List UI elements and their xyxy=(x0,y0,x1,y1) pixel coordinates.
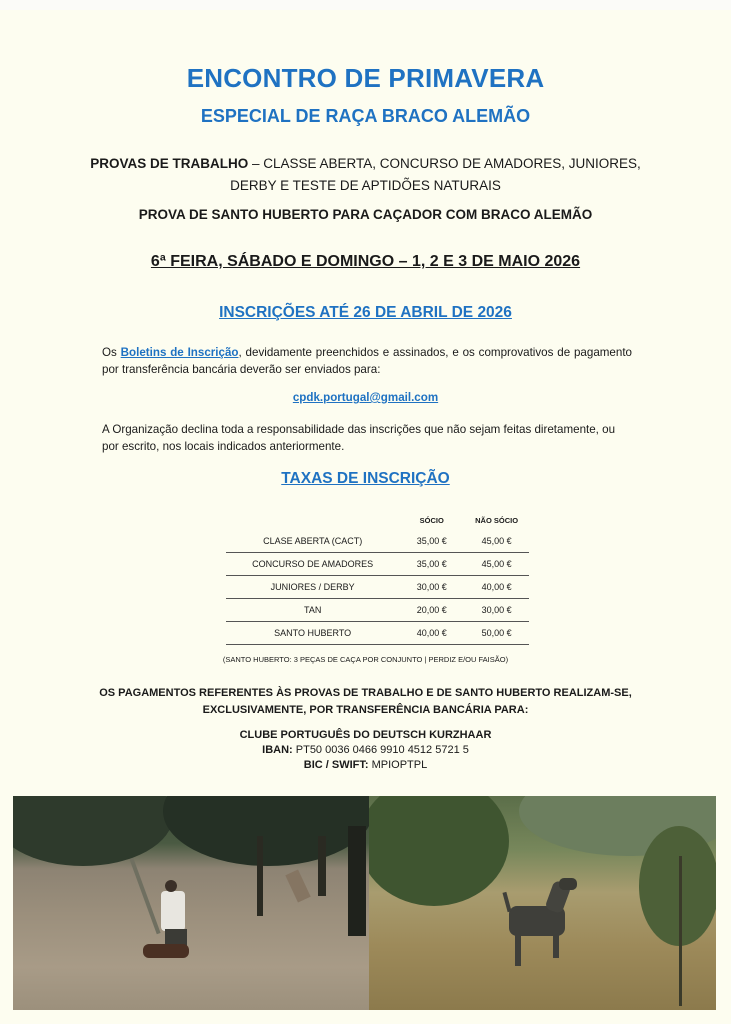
fee-name: SANTO HUBERTO xyxy=(226,622,399,645)
fees-table xyxy=(226,510,529,645)
fee-socio: 20,00 € xyxy=(399,599,464,622)
fees-header-name xyxy=(226,510,399,530)
fee-socio: 35,00 € xyxy=(399,530,464,553)
fees-header-nao-socio: NÃO SÓCIO xyxy=(475,515,519,525)
provas-list-2: DERBY E TESTE DE APTIDÕES NATURAIS xyxy=(230,178,501,193)
handler-figure xyxy=(161,891,185,931)
provas-label: PROVAS DE TRABALHO xyxy=(90,156,249,171)
club-name: CLUBE PORTUGUÊS DO DEUTSCH KURZHAAR xyxy=(239,729,492,741)
fee-nao-socio: 50,00 € xyxy=(464,622,529,645)
registration-deadline: INSCRIÇÕES ATÉ 26 DE ABRIL DE 2026 xyxy=(219,304,512,321)
fee-name: CLASE ABERTA (CACT) xyxy=(226,530,399,553)
iban-value: PT50 0036 0466 9910 4512 5721 5 xyxy=(292,744,469,756)
table-row xyxy=(226,576,529,599)
table-row xyxy=(226,622,529,645)
p1-suffix: , devidamente preenchidos e assinados, e os comprovativos de pagamento por transferência bancária deverão ser enviados para: xyxy=(102,346,632,376)
fees-header-socio: SÓCIO xyxy=(419,515,444,525)
fee-nao-socio: 30,00 € xyxy=(464,599,529,622)
fee-socio: 40,00 € xyxy=(399,622,464,645)
event-subtitle: ESPECIAL DE RAÇA BRACO ALEMÃO xyxy=(200,106,531,126)
table-row xyxy=(226,530,529,553)
fees-header-row xyxy=(226,510,529,530)
fee-name: CONCURSO DE AMADORES xyxy=(226,553,399,576)
fees-title: TAXAS DE INSCRIÇÃO xyxy=(281,470,450,487)
table-row xyxy=(226,553,529,576)
dog-figure xyxy=(143,944,189,958)
event-dates: 6ª FEIRA, SÁBADO E DOMINGO – 1, 2 E 3 DE MAIO 2026 xyxy=(150,253,581,270)
bank-details xyxy=(0,728,731,773)
provas-trabalho xyxy=(0,153,731,197)
photo-strip xyxy=(13,796,716,1010)
email-link[interactable]: cpdk.portugal@gmail.com xyxy=(292,391,439,404)
payment-info xyxy=(0,685,731,719)
registration-instructions xyxy=(102,344,632,378)
payment-line-2: EXCLUSIVAMENTE, POR TRANSFERÊNCIA BANCÁRIA PARA: xyxy=(202,704,529,716)
bic-label: BIC / SWIFT: xyxy=(303,759,369,771)
fee-name: TAN xyxy=(226,599,399,622)
santo-huberto-heading: PROVA DE SANTO HUBERTO PARA CAÇADOR COM BRACO ALEMÃO xyxy=(138,207,593,222)
bic-line xyxy=(0,758,731,773)
p1-prefix: Os xyxy=(102,346,121,359)
bic-value: MPIOPTPL xyxy=(368,759,428,771)
iban-label: IBAN: xyxy=(262,744,293,756)
fee-nao-socio: 40,00 € xyxy=(464,576,529,599)
photo-pointing-dog xyxy=(369,796,716,1010)
fee-socio: 35,00 € xyxy=(399,553,464,576)
fee-name: JUNIORES / DERBY xyxy=(226,576,399,599)
provas-list: – CLASSE ABERTA, CONCURSO DE AMADORES, JUNIORES, xyxy=(248,156,641,171)
santo-huberto-note: (SANTO HUBERTO: 3 PEÇAS DE CAÇA POR CONJUNTO | PERDIZ E/OU FAISÃO) xyxy=(222,655,509,664)
fee-nao-socio: 45,00 € xyxy=(464,530,529,553)
iban-line xyxy=(0,743,731,758)
table-row xyxy=(226,599,529,622)
fee-nao-socio: 45,00 € xyxy=(464,553,529,576)
disclaimer: A Organização declina toda a responsabilidade das inscrições que não sejam feitas diretamente, ou por escrito, nos locais indicados anteriormente. xyxy=(102,423,616,453)
event-title: ENCONTRO DE PRIMAVERA xyxy=(186,63,545,93)
photo-handler-with-dog xyxy=(13,796,369,1010)
payment-line-1: OS PAGAMENTOS REFERENTES ÀS PROVAS DE TRABALHO E DE SANTO HUBERTO REALIZAM-SE, xyxy=(99,687,632,699)
fee-socio: 30,00 € xyxy=(399,576,464,599)
boletins-link[interactable]: Boletins de Inscrição xyxy=(120,346,239,359)
